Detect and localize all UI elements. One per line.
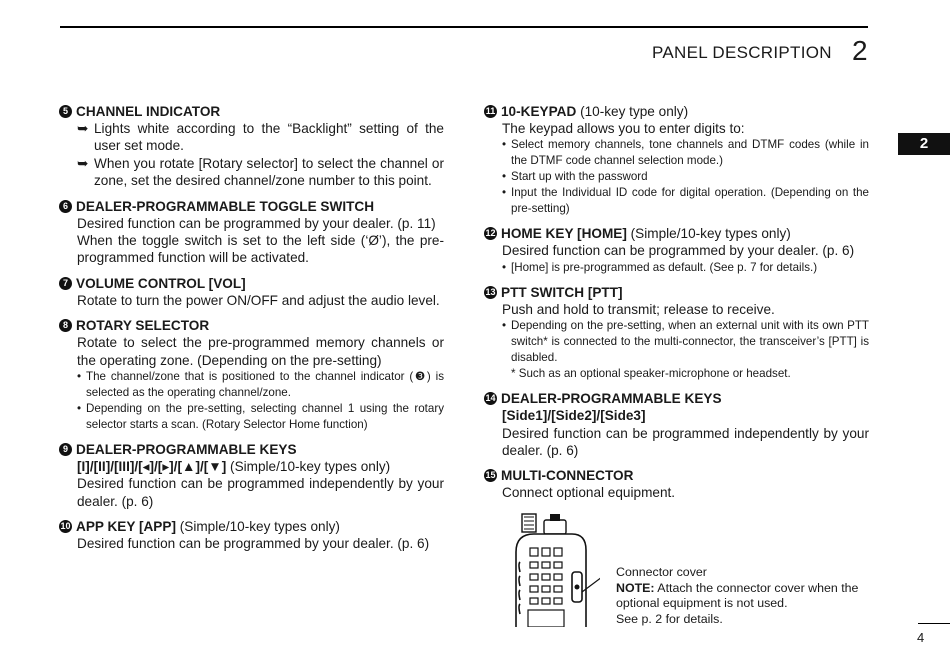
- bullet-dot-icon: •: [77, 370, 82, 384]
- section-channel-indicator: [59, 103, 444, 190]
- arrow-item-text: Lights white according to the “Backlight” setting of the user set mode.: [94, 121, 444, 154]
- key-list: [I]/[II]/[III]/[◂]/[▸]/[▲]/[▼]: [77, 459, 227, 475]
- section-note: (Simple/10-key types only): [175, 519, 340, 535]
- section-body: Desired function can be programmed independently by your dealer. (p. 6): [502, 425, 869, 459]
- section-heading: [59, 103, 444, 120]
- section-title: APP KEY [APP]: [76, 519, 176, 535]
- section-10-keypad: [484, 103, 869, 217]
- bullet-dot-icon: •: [502, 260, 507, 274]
- section-side-keys: [484, 390, 869, 459]
- bullet-item: [502, 260, 869, 276]
- section-heading: [59, 518, 444, 535]
- section-heading: [484, 284, 869, 301]
- caption-see: See p. 2 for details.: [616, 611, 723, 626]
- section-title: CHANNEL INDICATOR: [76, 104, 221, 119]
- section-title: VOLUME CONTROL [VOL]: [76, 275, 246, 291]
- bullet-dot-icon: •: [77, 402, 82, 416]
- bullet-dot-icon: •: [502, 138, 507, 152]
- bullet-list: [484, 318, 869, 366]
- bullet-item: [77, 369, 444, 401]
- section-title: ROTARY SELECTOR: [76, 318, 210, 334]
- bullet-item-text: Input the Individual ID code for digital operation. (Depending on the pre-setting): [511, 186, 869, 216]
- arrow-bullet-icon: ➥: [77, 121, 89, 136]
- section-title: PTT SWITCH [PTT]: [501, 284, 623, 300]
- section-body: Rotate to select the pre-programmed memory channels or the operating zone. (Depending on the pre-setting): [77, 335, 444, 368]
- chapter-tab: 2: [898, 133, 950, 155]
- right-column: [484, 103, 869, 510]
- section-title: DEALER-PROGRAMMABLE TOGGLE SWITCH: [76, 198, 375, 214]
- section-note: (10-key type only): [576, 104, 689, 119]
- section-number-badge: 12: [485, 228, 496, 239]
- bullet-list: [484, 260, 869, 276]
- section-volume-control: [59, 275, 444, 309]
- section-heading: [59, 198, 444, 215]
- section-title: DEALER-PROGRAMMABLE KEYS: [76, 442, 297, 458]
- section-number-badge: 14: [485, 393, 496, 404]
- section-ptt-switch: [484, 284, 869, 382]
- bullet-dot-icon: •: [502, 319, 507, 333]
- section-heading: [484, 390, 869, 407]
- section-home-key: [484, 225, 869, 275]
- left-column: [59, 103, 444, 561]
- bullet-item: [502, 318, 869, 366]
- bullet-item-text: Start up with the password: [511, 170, 648, 184]
- caption-note: [616, 581, 866, 612]
- section-heading: [484, 103, 869, 120]
- section-heading: [59, 275, 444, 292]
- footer-rule: [918, 623, 950, 624]
- section-title: DEALER-PROGRAMMABLE KEYS: [501, 391, 722, 407]
- bullet-item-text: Depending on the pre-setting, selecting channel 1 using the rotary selector starts a scan. (Rotary Selector Home function): [86, 402, 444, 432]
- section-number-badge: 7: [59, 277, 72, 290]
- section-number-badge: 10: [60, 521, 71, 532]
- section-multi-connector: [484, 467, 869, 501]
- section-heading: [484, 467, 869, 484]
- section-number-badge: 6: [59, 200, 72, 213]
- chapter-number: 2: [852, 35, 868, 66]
- section-app-key: [59, 518, 444, 552]
- arrow-item: [59, 155, 444, 190]
- bullet-item-text: The channel/zone that is positioned to the channel indicator (❸) is selected as the operating channel/zone.: [86, 370, 444, 400]
- section-title: MULTI-CONNECTOR: [501, 468, 634, 484]
- bullet-item-text: Select memory channels, tone channels and DTMF codes (while in the DTMF code channel selection mode.): [511, 138, 869, 168]
- bullet-list: [484, 137, 869, 217]
- arrow-item-text: When you rotate [Rotary selector] to select the channel or zone, set the desired channel/zone number to this point.: [94, 155, 444, 189]
- section-subheading: [59, 458, 444, 475]
- bullet-item-text: [Home] is pre-programmed as default. (See p. 7 for details.): [511, 260, 818, 274]
- section-body: Rotate to turn the power ON/OFF and adjust the audio level.: [77, 292, 440, 308]
- bullet-item: [502, 169, 869, 185]
- section-note: (Simple/10-key types only): [226, 459, 391, 475]
- section-body: When the toggle switch is set to the left side (‘Ø’), the pre-programmed function will be activated.: [77, 233, 444, 266]
- section-body: The keypad allows you to enter digits to:: [502, 121, 745, 136]
- bullet-item-text: Depending on the pre-setting, when an external unit with its own PTT switch* is connected to the multi-connector, the transceiver’s [PTT] is disabled.: [511, 319, 869, 365]
- page-number: 4: [917, 630, 925, 645]
- section-note: (Simple/10-key types only): [626, 226, 791, 242]
- section-title: HOME KEY [HOME]: [501, 226, 627, 242]
- header-rule: [60, 26, 868, 28]
- radio-connector-illustration: [510, 512, 600, 627]
- page-title: PANEL DESCRIPTION: [652, 43, 832, 62]
- caption-title: Connector cover: [616, 565, 707, 579]
- figure-caption: [616, 565, 866, 627]
- note-label: NOTE:: [616, 580, 655, 595]
- section-number-badge: 11: [485, 106, 496, 116]
- section-heading: [59, 317, 444, 334]
- section-heading: [484, 225, 869, 242]
- section-body: Desired function can be programmed by your dealer. (p. 11): [77, 215, 436, 231]
- bullet-list: [59, 369, 444, 433]
- section-number-badge: 15: [485, 470, 496, 481]
- bullet-item: [502, 137, 869, 169]
- section-number-badge: 8: [59, 319, 72, 332]
- key-list: [Side1]/[Side2]/[Side3]: [502, 408, 646, 424]
- section-heading: [59, 441, 444, 458]
- arrow-bullet-icon: ➥: [77, 155, 89, 171]
- section-body: Push and hold to transmit; release to receive.: [502, 301, 775, 317]
- section-number-badge: 9: [59, 443, 72, 456]
- section-body: Desired function can be programmed by your dealer. (p. 6): [502, 243, 855, 259]
- section-title: 10-KEYPAD: [501, 104, 577, 119]
- section-dealer-keys: [59, 441, 444, 510]
- bullet-dot-icon: •: [502, 186, 507, 200]
- bullet-item: [77, 401, 444, 433]
- section-body: Desired function can be programmed independently by your dealer. (p. 6): [77, 476, 444, 509]
- section-rotary-selector: [59, 317, 444, 433]
- arrow-item: [59, 120, 444, 155]
- section-subheading: [484, 407, 869, 424]
- section-body: Connect optional equipment.: [502, 485, 676, 501]
- bullet-dot-icon: •: [502, 170, 507, 184]
- bullet-item: [502, 185, 869, 217]
- section-number-badge: 13: [485, 286, 496, 297]
- note-text: Attach the connector cover when the optional equipment is not used.: [616, 580, 859, 611]
- section-toggle-switch: [59, 198, 444, 267]
- section-body: Desired function can be programmed by your dealer. (p. 6): [77, 536, 430, 552]
- footnote: * Such as an optional speaker-microphone or headset.: [511, 367, 791, 381]
- section-number-badge: 5: [59, 105, 72, 118]
